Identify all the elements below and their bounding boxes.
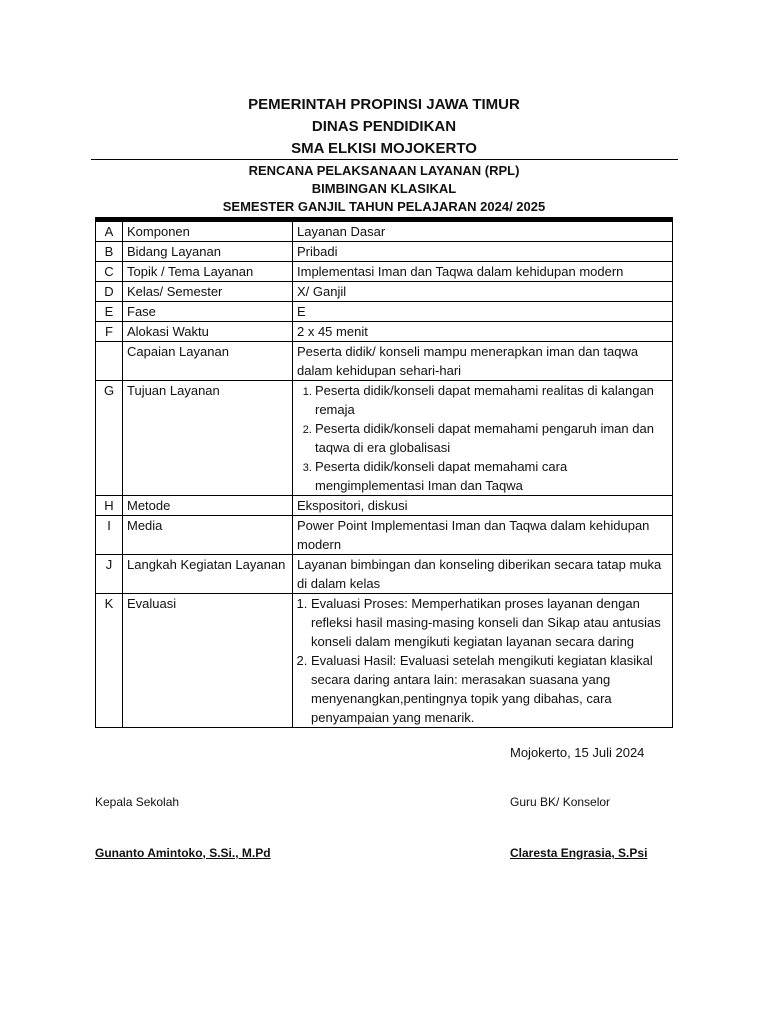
table-row — [96, 242, 673, 262]
list-item: 3. Peserta didik/konseli dapat memahami cara mengimplementasi Iman dan Taqwa — [315, 457, 668, 495]
row-value: Pribadi — [293, 242, 673, 262]
row-value: Implementasi Iman dan Taqwa dalam kehidupan modern — [293, 262, 673, 282]
row-value: 2 x 45 menit — [293, 322, 673, 342]
row-label: Capaian Layanan — [123, 342, 293, 381]
place-date: Mojokerto, 15 Juli 2024 — [510, 745, 645, 760]
left-signatory-title: Kepala Sekolah — [95, 795, 180, 809]
objectives-list — [297, 381, 668, 495]
table-row — [96, 516, 673, 555]
table-row — [96, 302, 673, 322]
semester-heading: SEMESTER GANJIL TAHUN PELAJARAN 2024/ 2025 — [222, 199, 546, 214]
table-row — [96, 222, 673, 242]
table-row — [96, 262, 673, 282]
row-value — [293, 381, 673, 496]
row-label: Langkah Kegiatan Layanan — [123, 555, 293, 594]
list-item: 2. Peserta didik/konseli dapat memahami pengaruh iman dan taqwa di era globalisasi — [315, 419, 668, 457]
row-code: C — [96, 262, 123, 282]
doc-subtitle: BIMBINGAN KLASIKAL — [311, 181, 457, 196]
row-label: Tujuan Layanan — [123, 381, 293, 496]
right-signatory-title: Guru BK/ Konselor — [510, 795, 611, 809]
row-label: Metode — [123, 496, 293, 516]
row-value: E — [293, 302, 673, 322]
row-code: D — [96, 282, 123, 302]
table-row — [96, 594, 673, 728]
table-row — [96, 496, 673, 516]
row-code: F — [96, 322, 123, 342]
header-divider — [91, 159, 678, 160]
row-label: Alokasi Waktu — [123, 322, 293, 342]
row-value: Ekspositori, diskusi — [293, 496, 673, 516]
table-row — [96, 322, 673, 342]
left-signatory-name: Gunanto Amintoko, S.Si., M.Pd — [95, 846, 271, 860]
row-code: B — [96, 242, 123, 262]
row-code: A — [96, 222, 123, 242]
row-label: Bidang Layanan — [123, 242, 293, 262]
row-value: Layanan bimbingan dan konseling diberikan secara tatap muka di dalam kelas — [293, 555, 673, 594]
evaluation-list — [297, 594, 668, 727]
row-value: X/ Ganjil — [293, 282, 673, 302]
table-row — [96, 342, 673, 381]
school-heading: SMA ELKISI MOJOKERTO — [291, 140, 477, 157]
row-label: Kelas/ Semester — [123, 282, 293, 302]
table-row — [96, 555, 673, 594]
row-code: J — [96, 555, 123, 594]
gov-heading: PEMERINTAH PROPINSI JAWA TIMUR — [248, 96, 520, 113]
doc-title: RENCANA PELAKSANAAN LAYANAN (RPL) — [248, 163, 520, 178]
dept-heading: DINAS PENDIDIKAN — [311, 118, 457, 135]
row-label: Komponen — [123, 222, 293, 242]
list-item: 1. Peserta didik/konseli dapat memahami realitas di kalangan remaja — [315, 381, 668, 419]
row-value: Power Point Implementasi Iman dan Taqwa dalam kehidupan modern — [293, 516, 673, 555]
row-code: G — [96, 381, 123, 496]
row-value: Peserta didik/ konseli mampu menerapkan iman dan taqwa dalam kehidupan sehari-hari — [293, 342, 673, 381]
rpl-table — [95, 221, 673, 728]
row-code: I — [96, 516, 123, 555]
row-label: Fase — [123, 302, 293, 322]
row-value — [293, 594, 673, 728]
row-code: K — [96, 594, 123, 728]
row-label: Evaluasi — [123, 594, 293, 728]
row-code: H — [96, 496, 123, 516]
table-row — [96, 282, 673, 302]
row-value: Layanan Dasar — [293, 222, 673, 242]
list-item: 1. Evaluasi Proses: Memperhatikan proses layanan dengan refleksi hasil masing-masing konseli dan Sikap atau antusias konseli dalam mengikuti kegiatan layanan secara daring — [311, 594, 668, 651]
list-item: 2. Evaluasi Hasil: Evaluasi setelah mengikuti kegiatan klasikal secara daring antara lain: merasakan suasana yang menyenangkan,pentingnya topik yang dibahas, cara penyampaian yang menarik. — [311, 651, 668, 727]
row-label: Topik / Tema Layanan — [123, 262, 293, 282]
row-code — [96, 342, 123, 381]
row-label: Media — [123, 516, 293, 555]
row-code: E — [96, 302, 123, 322]
right-signatory-name: Claresta Engrasia, S.Psi — [510, 846, 648, 860]
table-row — [96, 381, 673, 496]
